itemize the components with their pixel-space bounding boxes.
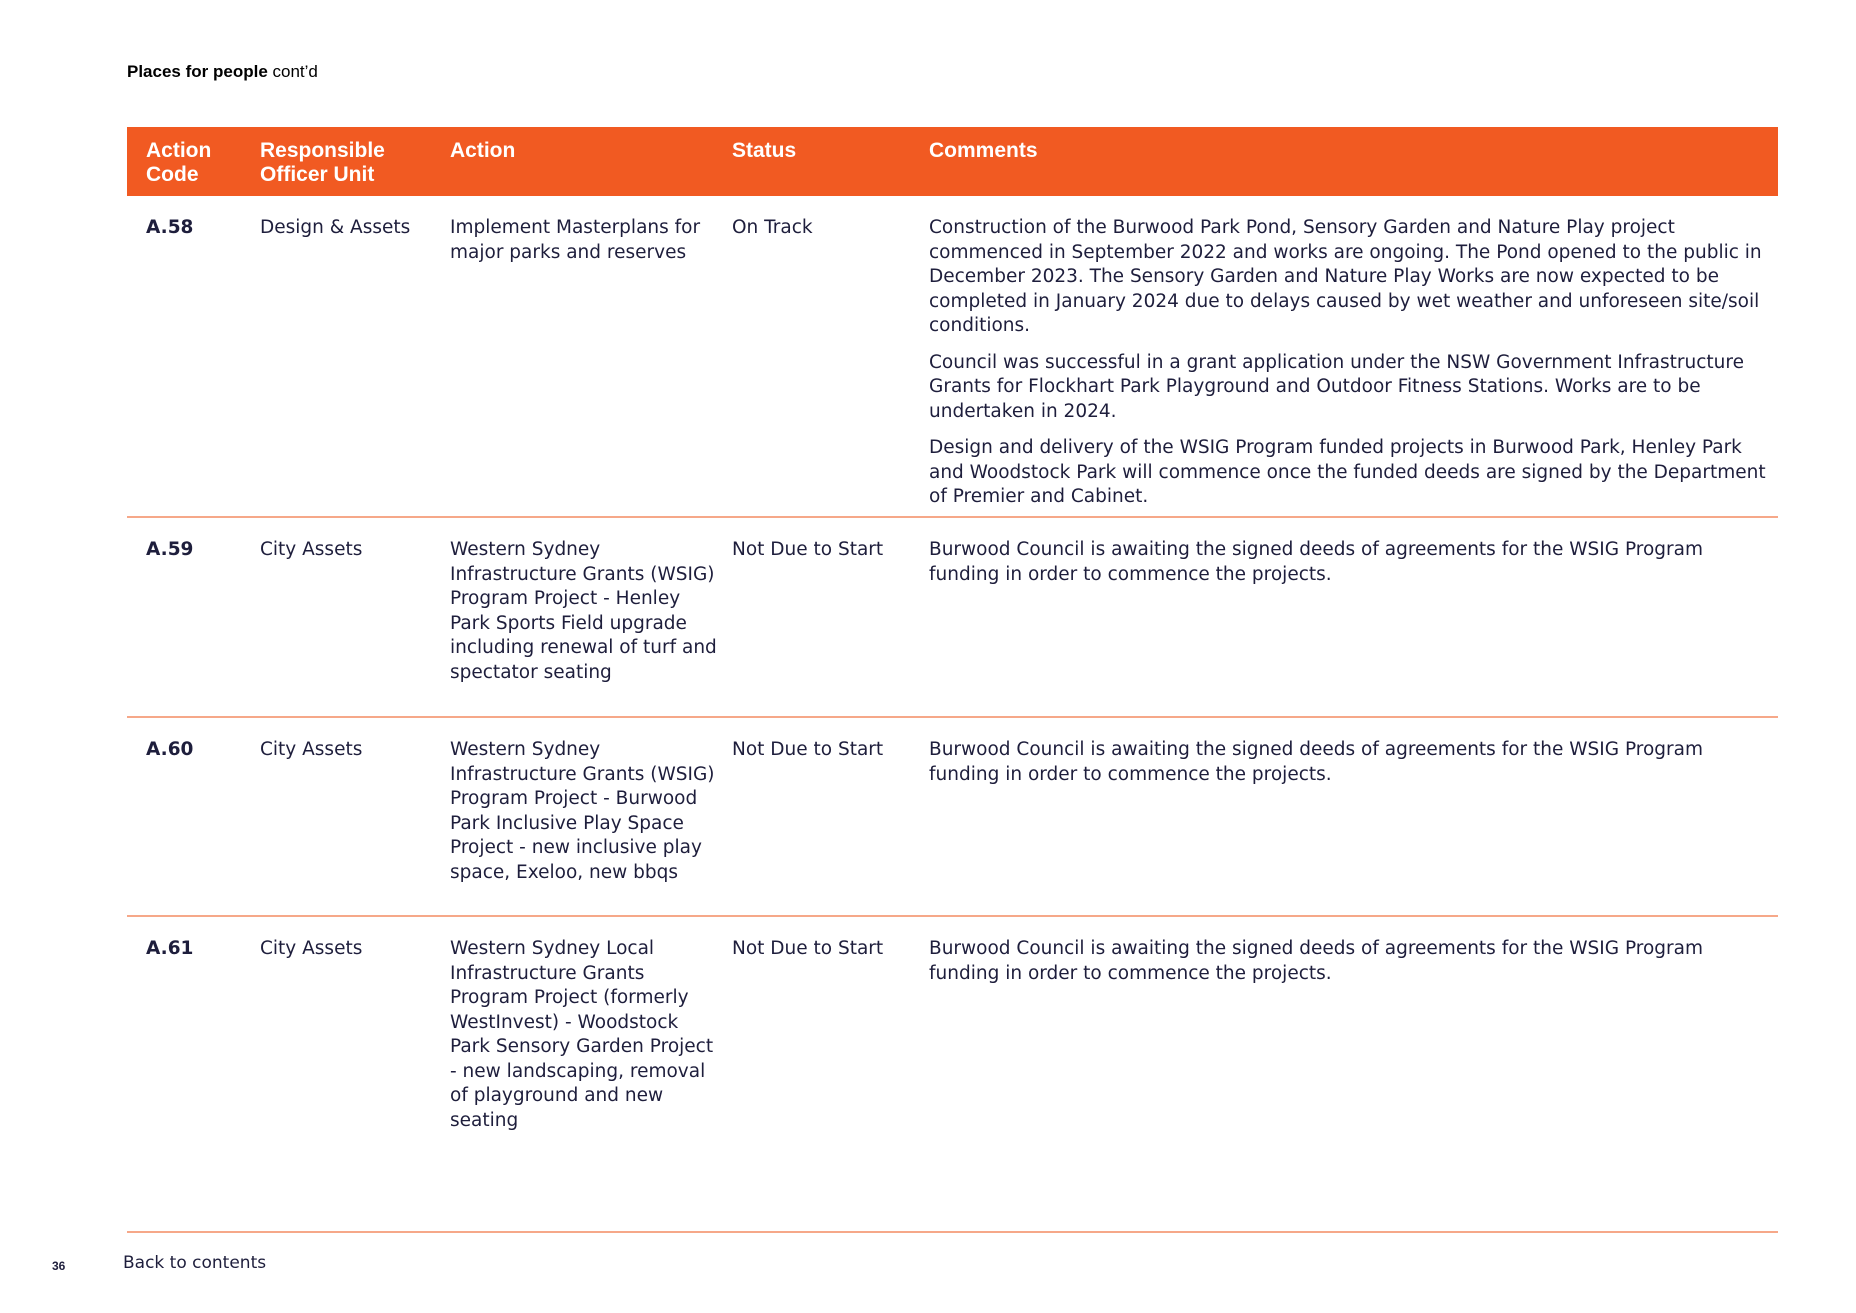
footer-divider xyxy=(127,1231,1778,1233)
responsible-unit: City Assets xyxy=(260,539,363,560)
column-header-status: Status xyxy=(732,139,797,162)
column-header-action: Action xyxy=(450,139,516,162)
action-description: Western Sydney Local Infrastructure Grants Program Project (formerly WestInvest) - Woodstock Park Sensory Garden Project - new landscaping, removal of playground and new seating xyxy=(450,938,714,1131)
section-title-suffix: cont’d xyxy=(267,62,318,81)
comments xyxy=(929,216,1774,522)
action-description: Implement Masterplans for major parks and reserves xyxy=(450,217,701,263)
comment-paragraph: Burwood Council is awaiting the signed deeds of agreements for the WSIG Program funding in order to commence the projects. xyxy=(929,739,1704,785)
page-number: 36 xyxy=(52,1259,66,1273)
status: Not Due to Start xyxy=(732,938,884,959)
comment-paragraph: Construction of the Burwood Park Pond, Sensory Garden and Nature Play project commenced in September 2022 and works are ongoing. The Pond opened to the public in December 2023. The Sensory Garden and Nature Play Works are now expected to be completed in January 2024 due to delays caused by wet weather and unforeseen site/soil conditions. xyxy=(929,217,1762,336)
comment-paragraph: Burwood Council is awaiting the signed deeds of agreements for the WSIG Program funding in order to commence the projects. xyxy=(929,938,1704,984)
column-header-comments: Comments xyxy=(929,139,1038,162)
action-code: A.61 xyxy=(146,938,194,959)
table-row xyxy=(127,196,1778,518)
section-title xyxy=(127,62,318,82)
actions-table xyxy=(127,127,1778,1157)
action-description: Western Sydney Infrastructure Grants (WSIG) Program Project - Henley Park Sports Field upgrade including renewal of turf and spectator seating xyxy=(450,539,717,683)
responsible-unit: Design & Assets xyxy=(260,217,411,238)
action-code: A.58 xyxy=(146,217,194,238)
comment-paragraph: Design and delivery of the WSIG Program funded projects in Burwood Park, Henley Park and Woodstock Park will commence once the funded deeds are signed by the Department of Premier and Cabinet. xyxy=(929,437,1766,507)
table-row xyxy=(127,718,1778,917)
column-header-action-code: Action Code xyxy=(146,139,212,186)
action-description: Western Sydney Infrastructure Grants (WSIG) Program Project - Burwood Park Inclusive Play Space Project - new inclusive play space, Exeloo, new bbqs xyxy=(450,739,715,883)
section-title-bold: Places for people xyxy=(127,62,268,81)
comment-paragraph: Burwood Council is awaiting the signed deeds of agreements for the WSIG Program funding in order to commence the projects. xyxy=(929,539,1704,585)
action-code: A.59 xyxy=(146,539,194,560)
comment-paragraph: Council was successful in a grant application under the NSW Government Infrastructure Grants for Flockhart Park Playground and Outdoor Fitness Stations. Works are to be undertaken in 2024. xyxy=(929,351,1744,422)
status: Not Due to Start xyxy=(732,739,884,760)
comments xyxy=(929,538,1774,599)
status: On Track xyxy=(732,217,813,238)
action-code: A.60 xyxy=(146,739,194,760)
responsible-unit: City Assets xyxy=(260,938,363,959)
table-row xyxy=(127,917,1778,1157)
table-row xyxy=(127,518,1778,718)
status: Not Due to Start xyxy=(732,539,884,560)
responsible-unit: City Assets xyxy=(260,739,363,760)
back-to-contents-link[interactable]: Back to contents xyxy=(123,1253,267,1273)
comments xyxy=(929,738,1774,799)
comments xyxy=(929,937,1774,998)
table-header xyxy=(127,127,1778,196)
column-header-responsible-unit: Responsible Officer Unit xyxy=(260,139,385,186)
